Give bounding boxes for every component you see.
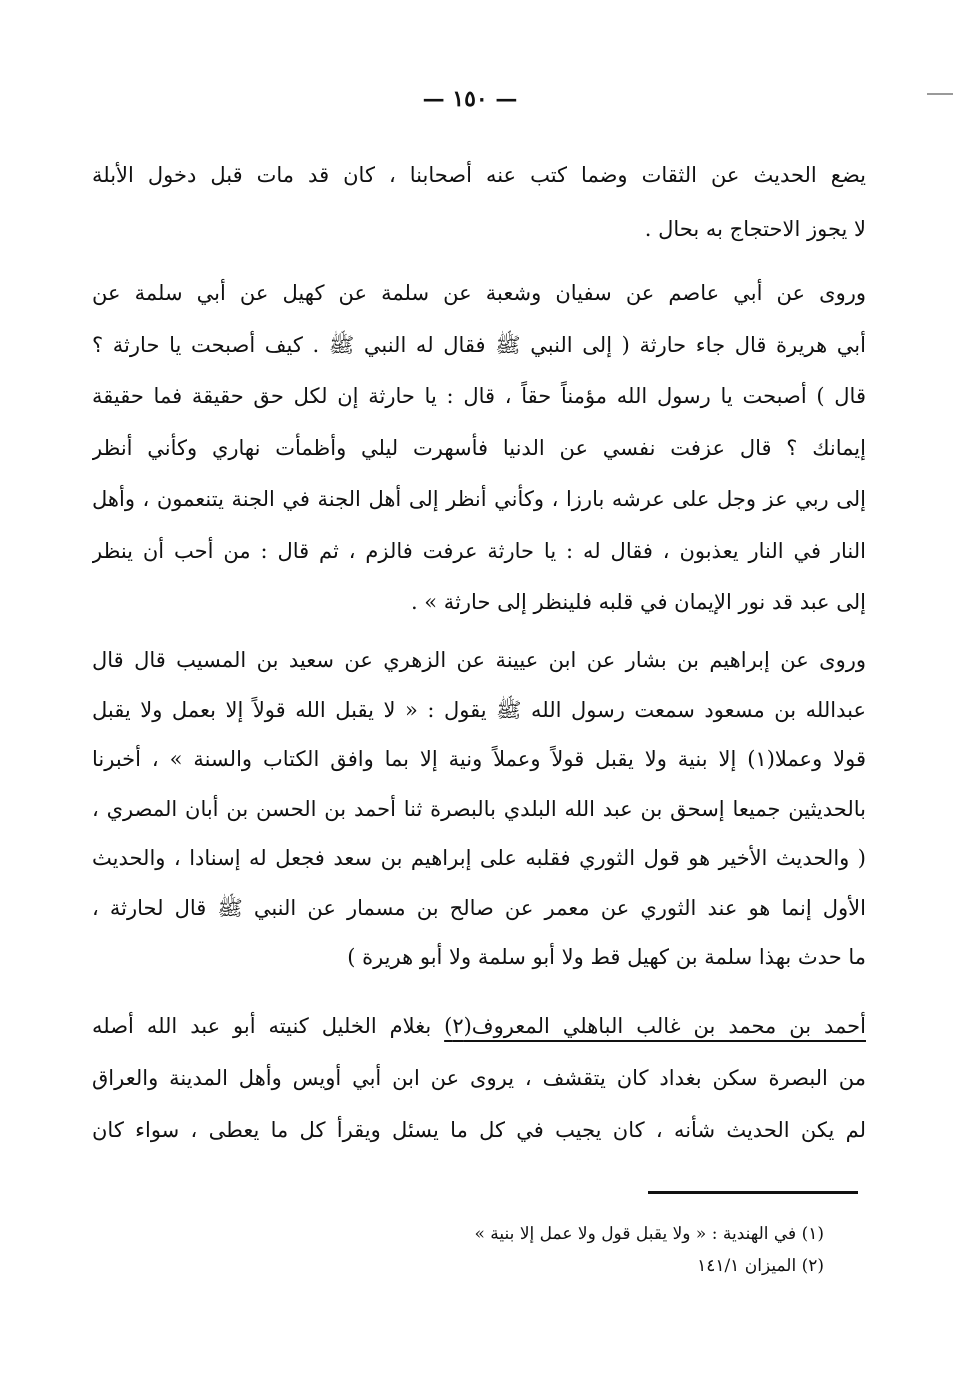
entry-heading-continuation: بغلام الخليل كنيته أبو عبد الله أصله <box>92 1014 445 1038</box>
text-line: لم يكن الحديث شأنه ، كان يجيب في كل ما يسئل ويقرأ كل ما يعطى ، سواء كان <box>92 1118 866 1142</box>
page-number: — ١٥٠ — <box>422 86 518 112</box>
text-line: قال ) أصبحت يا رسول الله مؤمناً حقاً ، قال : يا حارثة إن لكل حق حقيقة فما حقيقة <box>92 384 866 408</box>
paragraph-4 <box>92 1000 866 1156</box>
footnotes <box>420 1218 824 1282</box>
text-line: بالحديثين جميعا إسحق بن عبد الله البلدي بالبصرة ثنا أحمد بن الحسن بن أبان المصري ، <box>92 796 866 821</box>
text-line: من البصرة سكن بغداد كان يتقشف ، يروى عن ابن أبي أويس وأهل المدينة والعراق <box>92 1066 866 1090</box>
text-line: وروى عن إبراهيم بن بشار عن ابن عيينة عن الزهري عن سعيد بن المسيب قال قال <box>92 648 866 672</box>
text-line: إيمانك ؟ قال عزفت نفسي عن الدنيا فأسهرت ليلي وأظمأت نهاري وكأني أنظر <box>92 435 866 460</box>
text-line: قولا وعملا(١) إلا بنية ولا يقبل قولاً وعملاً ونية إلا بما وافق الكتاب والسنة » ، أخبرنا <box>92 747 866 771</box>
paragraph-2 <box>92 268 866 629</box>
text-line: وروى عن أبي عاصم عن سفيان وشعبة عن سلمة عن كهيل عن أبي سلمة عن <box>92 281 866 305</box>
text-line: يضع الحديث عن الثقات وضما كتب عنه أصحابنا ، كان قد مات قبل دخول الأبلة <box>92 163 866 187</box>
text-line: إلى ربي عز وجل على عرشه بارزا ، وكأني أنظر إلى أهل الجنة في الجنة يتنعمون ، وأهل <box>92 487 866 511</box>
text-line <box>92 1000 866 1052</box>
entry-heading-name: أحمد بن محمد بن غالب الباهلي المعروف(٢) <box>444 1014 866 1038</box>
paragraph-3 <box>92 636 866 983</box>
text-line: ( والحديث الأخير هو قول الثوري فقلبه على إبراهيم بن سعد فجعل له إسنادا ، والحديث <box>92 846 866 870</box>
text-line: لا يجوز الاحتجاج به بحال . <box>644 217 866 241</box>
footnote-2: (٢) الميزان ١٤١/١ <box>697 1256 824 1276</box>
text-line: عبدالله بن مسعود سمعت رسول الله ﷺ يقول : « لا يقبل الله قولاً إلا بعمل ولا يقبل <box>92 697 866 722</box>
text-line: أبي هريرة قال جاء حارثة ( إلى النبي ﷺ فقال له النبي ﷺ . كيف أصبحت يا حارثة ؟ <box>92 332 866 357</box>
text-line: النار في النار يعذبون ، فقال له : يا حارثة عرفت فالزم ، ثم قال : من أحب أن ينظر <box>92 538 866 563</box>
text-line: إلى عبد قد نور الإيمان في قلبه فلينظر إلى حارثة » . <box>410 590 866 614</box>
footnote-divider <box>648 1191 858 1194</box>
footnote-1: (١) في الهندية : « ولا يقبل قول ولا عمل إلا بنية » <box>474 1224 824 1244</box>
text-line: ما حدث بهذا سلمة بن كهيل قط ولا أبو سلمة ولا أبو هريرة ) <box>347 945 866 969</box>
text-line: الأول إنما هو عند الثوري عن معمر عن صالح بن مسمار عن النبي ﷺ قال لحارثة ، <box>92 895 866 920</box>
paragraph-1 <box>92 148 866 256</box>
